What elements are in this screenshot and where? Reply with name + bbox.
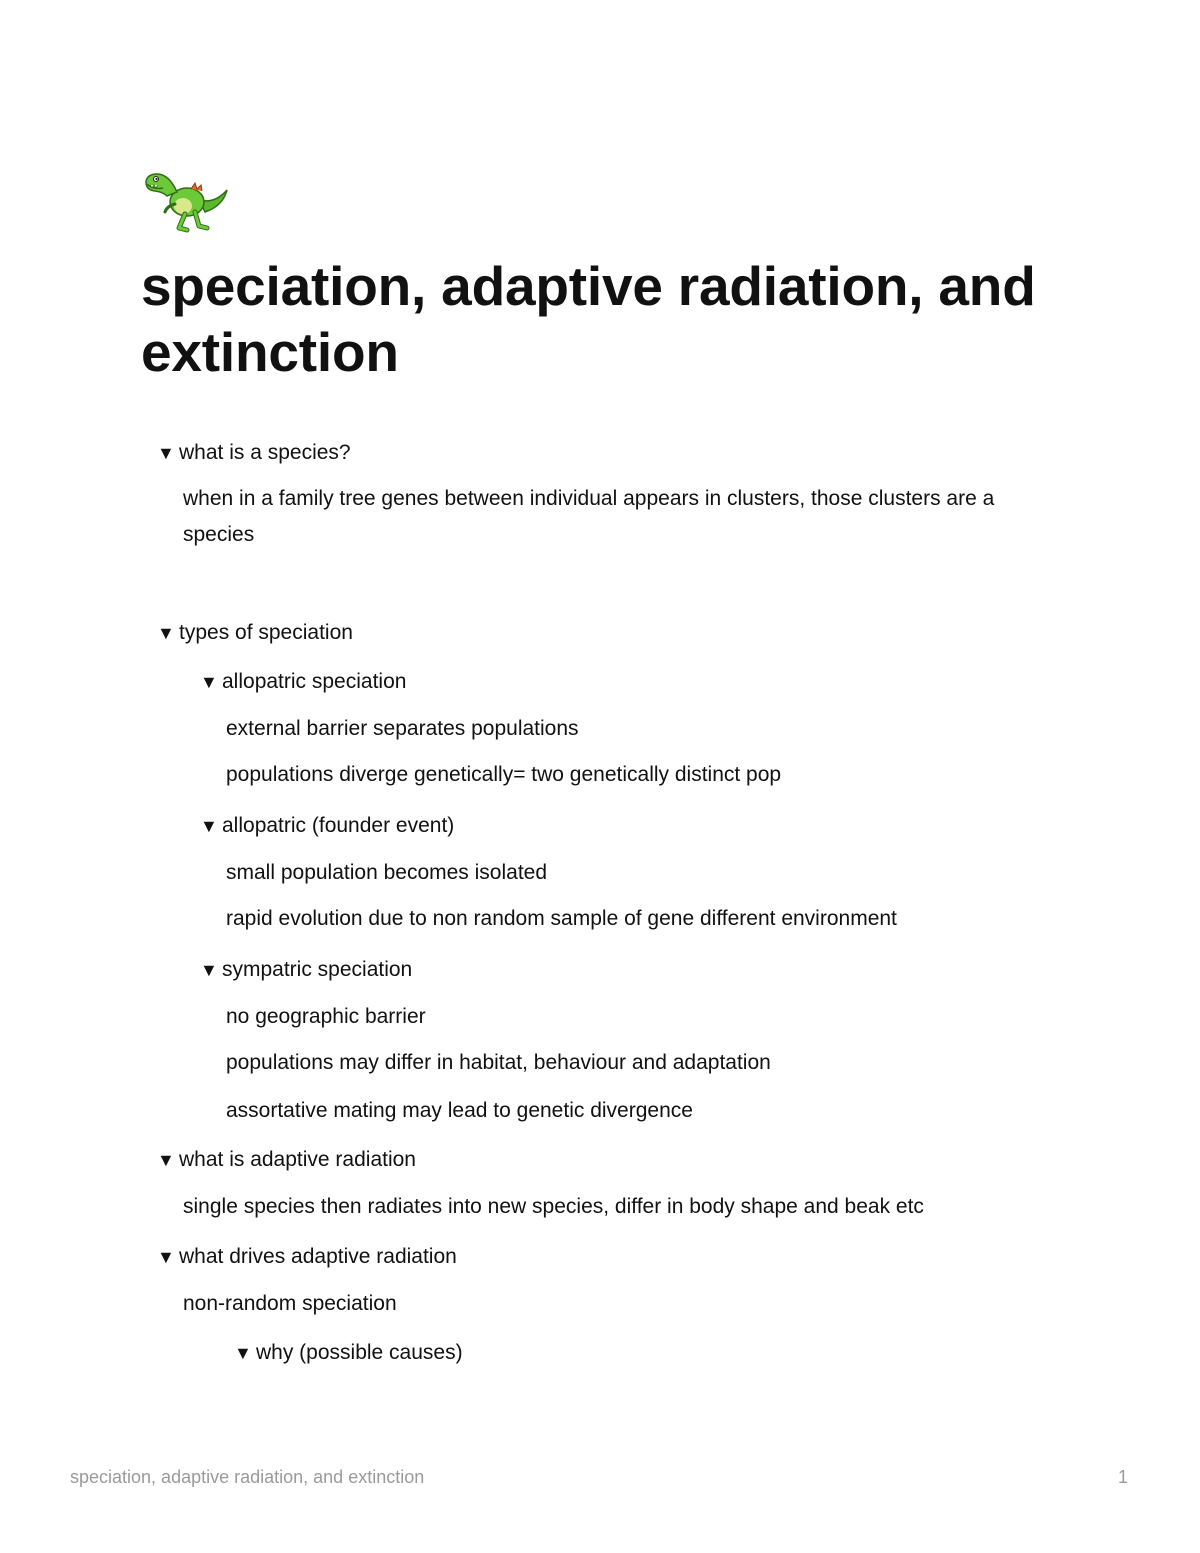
paragraph: rapid evolution due to non random sample of gene different environment bbox=[226, 907, 897, 930]
toggle-triangle-icon[interactable]: ▼ bbox=[200, 816, 218, 836]
toggle-triangle-icon[interactable]: ▼ bbox=[157, 623, 175, 643]
toggle-triangle-icon[interactable]: ▼ bbox=[200, 960, 218, 980]
paragraph: populations diverge genetically= two genetically distinct pop bbox=[226, 763, 782, 786]
toggle-sympatric-speciation[interactable] bbox=[200, 952, 412, 988]
paragraph: when in a family tree genes between individual appears in clusters, those clusters are a species bbox=[183, 487, 995, 546]
paragraph: assortative mating may lead to genetic divergence bbox=[226, 1099, 693, 1122]
toggle-why-possible-causes[interactable] bbox=[234, 1335, 463, 1371]
toggle-heading: allopatric speciation bbox=[222, 670, 407, 693]
toggle-heading: what drives adaptive radiation bbox=[179, 1245, 457, 1268]
toggle-species[interactable] bbox=[157, 435, 351, 471]
toggle-heading: sympatric speciation bbox=[222, 958, 413, 981]
paragraph: non-random speciation bbox=[183, 1292, 397, 1315]
toggle-allopatric-speciation[interactable] bbox=[200, 664, 406, 700]
toggle-heading: what is adaptive radiation bbox=[179, 1148, 416, 1171]
footer-title: speciation, adaptive radiation, and extinction bbox=[70, 1467, 425, 1487]
paragraph: small population becomes isolated bbox=[226, 861, 548, 884]
paragraph: populations may differ in habitat, behaviour and adaptation bbox=[226, 1051, 771, 1074]
toggle-triangle-icon[interactable]: ▼ bbox=[157, 1247, 175, 1267]
page-number: 1 bbox=[1117, 1467, 1128, 1487]
toggle-heading: why (possible causes) bbox=[256, 1341, 463, 1364]
toggle-drives-adaptive-radiation[interactable] bbox=[157, 1239, 457, 1275]
toggle-allopatric-founder-event[interactable] bbox=[200, 808, 454, 844]
paragraph: no geographic barrier bbox=[226, 1005, 426, 1028]
toggle-heading: allopatric (founder event) bbox=[222, 814, 455, 837]
toggle-heading: types of speciation bbox=[179, 621, 353, 644]
paragraph: single species then radiates into new species, differ in body shape and beak etc bbox=[183, 1195, 924, 1218]
dinosaur-icon bbox=[143, 160, 229, 236]
toggle-adaptive-radiation[interactable] bbox=[157, 1142, 416, 1178]
toggle-heading: what is a species? bbox=[179, 441, 351, 464]
toggle-triangle-icon[interactable]: ▼ bbox=[157, 1150, 175, 1170]
page-title: speciation, adaptive radiation, and extinction bbox=[141, 255, 1036, 383]
toggle-triangle-icon[interactable]: ▼ bbox=[234, 1343, 252, 1363]
paragraph: external barrier separates populations bbox=[226, 717, 579, 740]
toggle-triangle-icon[interactable]: ▼ bbox=[157, 443, 175, 463]
toggle-triangle-icon[interactable]: ▼ bbox=[200, 672, 218, 692]
toggle-types-of-speciation[interactable] bbox=[157, 615, 353, 651]
